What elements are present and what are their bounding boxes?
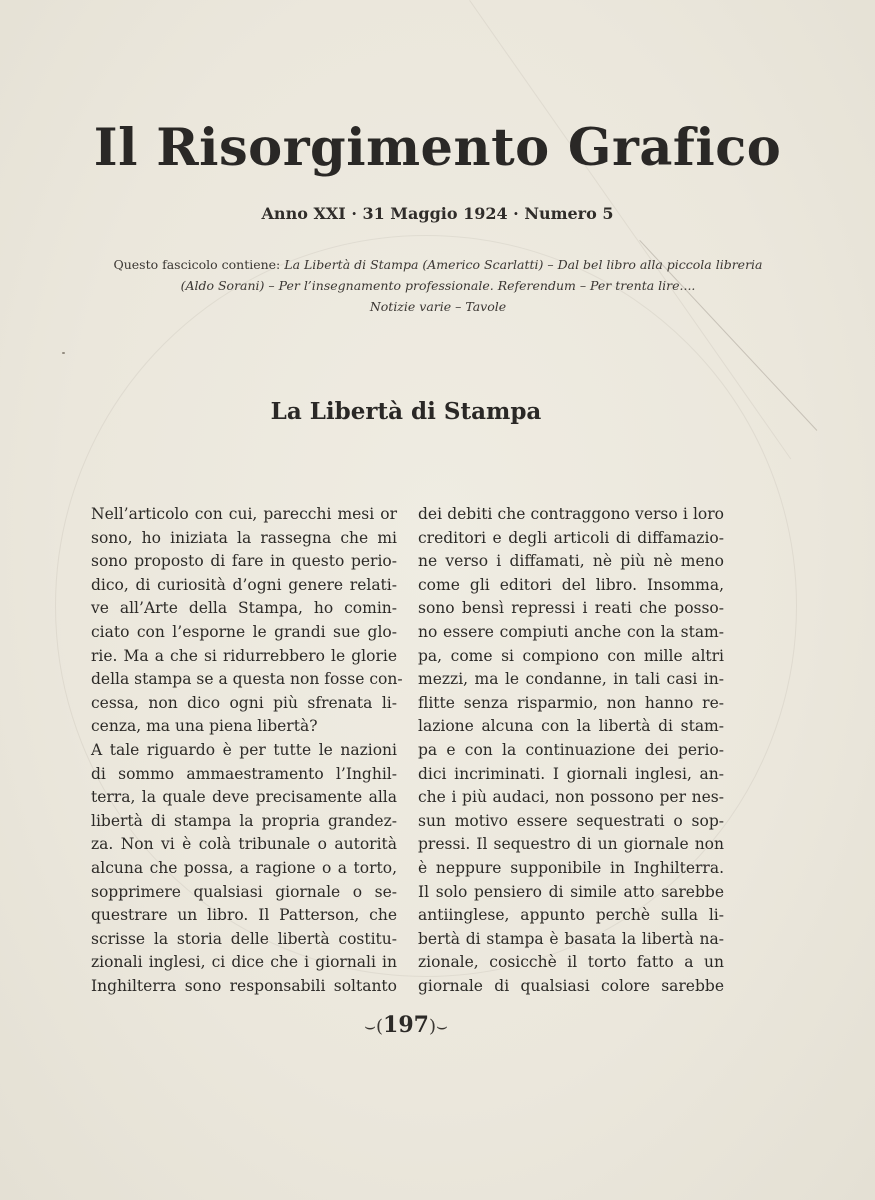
page-number-ornament-left: ⌣( — [364, 1016, 384, 1037]
ink-speck — [62, 352, 65, 354]
text-line: sono bensì repressi i reati che posso- — [418, 599, 724, 618]
article-column-left — [91, 503, 403, 998]
text-line: della stampa se a questa non fosse con- — [91, 670, 403, 689]
text-line: di sommo ammaestramento l’Inghil- — [91, 764, 397, 783]
text-line: za. Non vi è colà tribunale o autorità — [91, 835, 397, 854]
text-line: questrare un libro. Il Patterson, che — [91, 906, 397, 925]
text-line: lazione alcuna con la libertà di stam- — [418, 717, 724, 736]
text-line: no essere compiuti anche con la stam- — [418, 622, 724, 641]
text-line: ne verso i diffamati, nè più nè meno — [418, 552, 724, 571]
text-line: libertà di stampa la propria grandez- — [91, 811, 397, 830]
text-line: Inghilterra sono responsabili soltanto — [91, 976, 397, 995]
text-line: giornale di qualsiasi colore sarebbe — [418, 976, 724, 995]
contents-intro: Questo fascicolo contiene: — [113, 257, 281, 272]
page-number-ornament-right: )⌣ — [428, 1016, 448, 1037]
contents-items-1: La Libertà di Stampa (Americo Scarlatti) – Dal bel libro alla piccola libreria — [284, 257, 763, 272]
text-line: come gli editori del libro. Insomma, — [418, 575, 724, 594]
text-line: bertà di stampa è basata la libertà na- — [418, 929, 724, 948]
text-line: scrisse la storia delle libertà costitu- — [91, 929, 397, 948]
text-line: pa e con la continuazione dei perio- — [418, 740, 724, 759]
text-line: ciato con l’esporne le grandi sue glo- — [91, 622, 397, 641]
text-line: pressi. Il sequestro di un giornale non — [418, 835, 724, 854]
article-title: La Libertà di Stampa — [270, 398, 542, 425]
text-line: antiinglese, appunto perchè sulla li- — [418, 906, 724, 925]
text-line: cenza, ma una piena libertà? — [91, 717, 318, 736]
text-line: creditori e degli articoli di diffamazio- — [418, 528, 724, 547]
text-line: alcuna che possa, a ragione o a torto, — [91, 858, 397, 877]
text-line: rie. Ma a che si ridurrebbero le glorie — [91, 646, 397, 665]
text-line: Il solo pensiero di simile atto sarebbe — [418, 882, 724, 901]
text-line: cessa, non dico ogni più sfrenata li- — [91, 693, 397, 712]
text-line: sono proposto di fare in questo perio- — [91, 552, 397, 571]
text-line: Nell’articolo con cui, parecchi mesi or — [91, 505, 397, 523]
contents-line-3: Notizie varie – Tavole — [369, 299, 507, 314]
contents-line-1 — [88, 254, 788, 275]
page-number-value: 197 — [383, 1012, 429, 1038]
text-line: sun motivo essere sequestrati o sop- — [418, 811, 724, 830]
text-line: A tale riguardo è per tutte le nazioni — [91, 740, 397, 759]
text-line: che i più audaci, non possono per nes- — [418, 788, 724, 807]
text-line: dico, di curiosità d’ogni genere relati- — [91, 575, 397, 594]
text-line: zionale, cosicchè il torto fatto a un — [418, 953, 724, 972]
text-line: mezzi, ma le condanne, in tali casi in- — [418, 670, 724, 689]
text-line: flitte senza risparmio, non hanno re- — [418, 693, 724, 712]
text-line: dici incriminati. I giornali inglesi, an- — [418, 764, 724, 783]
issue-info: Anno XXI · 31 Maggio 1924 · Numero 5 — [261, 204, 614, 223]
table-of-contents — [88, 254, 788, 317]
page-number — [0, 1012, 812, 1038]
text-line: ve all’Arte della Stampa, ho comin- — [91, 599, 397, 618]
text-line: zionali inglesi, ci dice che i giornali in — [91, 953, 397, 972]
article-column-right — [418, 503, 724, 998]
text-line: terra, la quale deve precisamente alla — [91, 788, 397, 807]
text-line: sopprimere qualsiasi giornale o se- — [91, 882, 397, 901]
text-line: sono, ho iniziata la rassegna che mi — [91, 528, 397, 547]
text-line: è neppure supponibile in Inghilterra. — [418, 858, 724, 877]
text-line: pa, come si compiono con mille altri — [418, 646, 724, 665]
journal-title: Il Risorgimento Grafico — [93, 118, 782, 178]
contents-line-2: (Aldo Sorani) – Per l’insegnamento professionale. Referendum – Per trenta lire.... — [180, 278, 696, 293]
text-line: dei debiti che contraggono verso i loro — [418, 505, 724, 523]
